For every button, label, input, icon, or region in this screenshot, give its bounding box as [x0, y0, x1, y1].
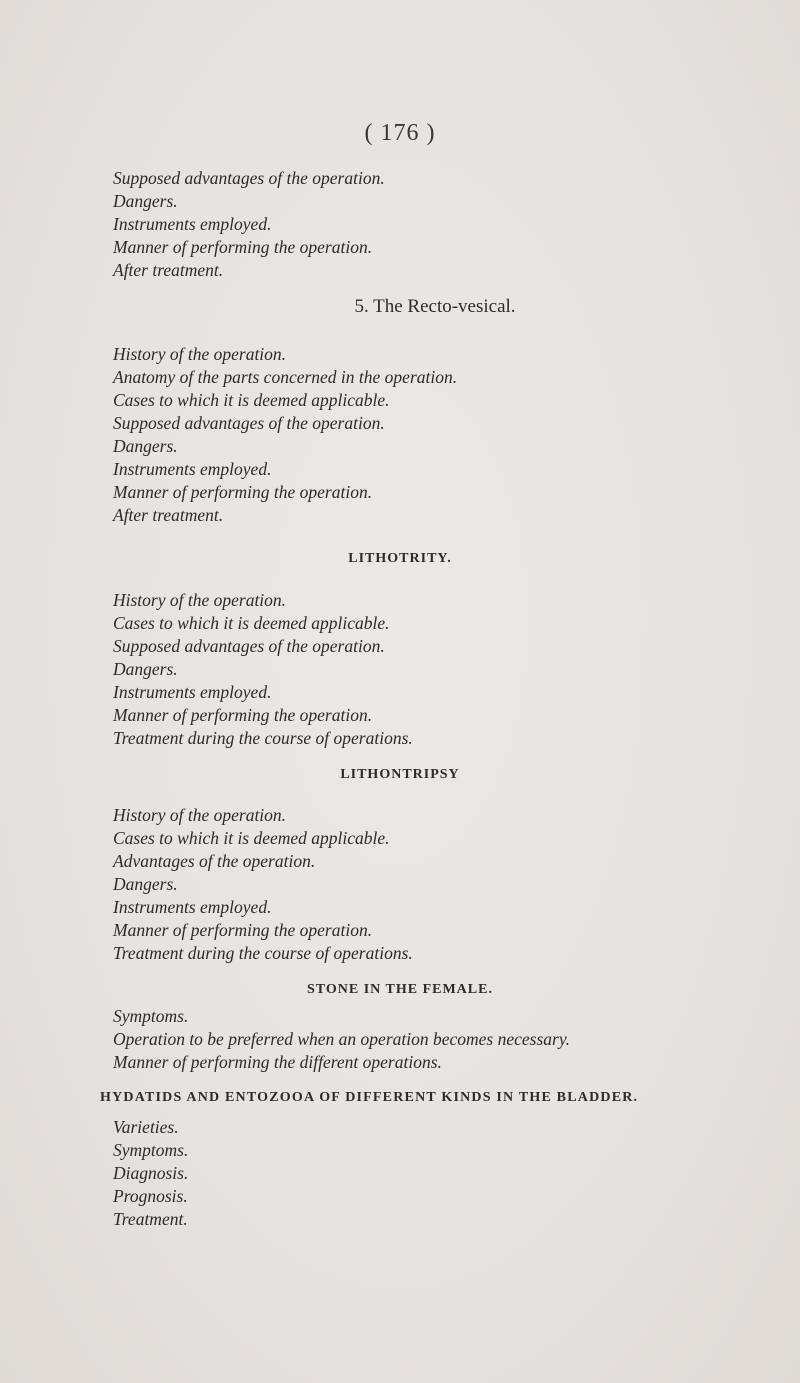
list-item: After treatment. — [113, 505, 224, 525]
list-item: Supposed advantages of the operation. — [113, 168, 385, 188]
list-item: Varieties. — [113, 1117, 179, 1137]
list-item: History of the operation. — [113, 344, 287, 364]
list-item: Cases to which it is deemed applicable. — [113, 613, 390, 633]
list-item: Cases to which it is deemed applicable. — [113, 828, 390, 848]
list-item: Supposed advantages of the operation. — [113, 636, 385, 656]
list-item: Supposed advantages of the operation. — [113, 413, 385, 433]
list-item: Manner of performing the operation. — [113, 920, 373, 940]
list-item: Dangers. — [113, 191, 178, 211]
section-heading-lithotrity: LITHOTRITY. — [348, 551, 452, 566]
list-item: Instruments employed. — [113, 897, 272, 917]
list-item: Prognosis. — [113, 1186, 188, 1206]
list-item: Instruments employed. — [113, 214, 272, 234]
section-heading-recto-vesical: 5. The Recto-vesical. — [354, 296, 516, 317]
list-item: Cases to which it is deemed applicable. — [113, 390, 390, 410]
list-item: Instruments employed. — [113, 682, 272, 702]
list-item: Anatomy of the parts concerned in the operation. — [113, 367, 458, 387]
list-item: Operation to be preferred when an operation becomes necessary. — [113, 1029, 571, 1049]
list-item: Manner of performing the operation. — [113, 482, 373, 502]
list-item: Dangers. — [113, 874, 178, 894]
section-heading-lithontripsy: LITHONTRIPSY — [340, 767, 460, 782]
section-heading-hydatids: HYDATIDS AND ENTOZOOA OF DIFFERENT KINDS IN THE BLADDER. — [100, 1090, 639, 1105]
list-item: Treatment during the course of operations. — [113, 728, 413, 748]
section-heading-stone-female: STONE IN THE FEMALE. — [307, 982, 493, 997]
list-item: History of the operation. — [113, 590, 287, 610]
list-item: Treatment during the course of operations. — [113, 943, 413, 963]
list-item: Symptoms. — [113, 1006, 189, 1026]
page-number: ( 176 ) — [364, 120, 436, 146]
list-item: After treatment. — [113, 260, 224, 280]
list-item: Instruments employed. — [113, 459, 272, 479]
list-item: Dangers. — [113, 659, 178, 679]
list-item: History of the operation. — [113, 805, 287, 825]
list-item: Manner of performing the operation. — [113, 237, 373, 257]
list-item: Treatment. — [113, 1209, 188, 1229]
list-item: Symptoms. — [113, 1140, 189, 1160]
list-item: Advantages of the operation. — [113, 851, 316, 871]
list-item: Dangers. — [113, 436, 178, 456]
list-item: Diagnosis. — [113, 1163, 189, 1183]
list-item: Manner of performing the operation. — [113, 705, 373, 725]
list-item: Manner of performing the different operations. — [113, 1052, 442, 1072]
